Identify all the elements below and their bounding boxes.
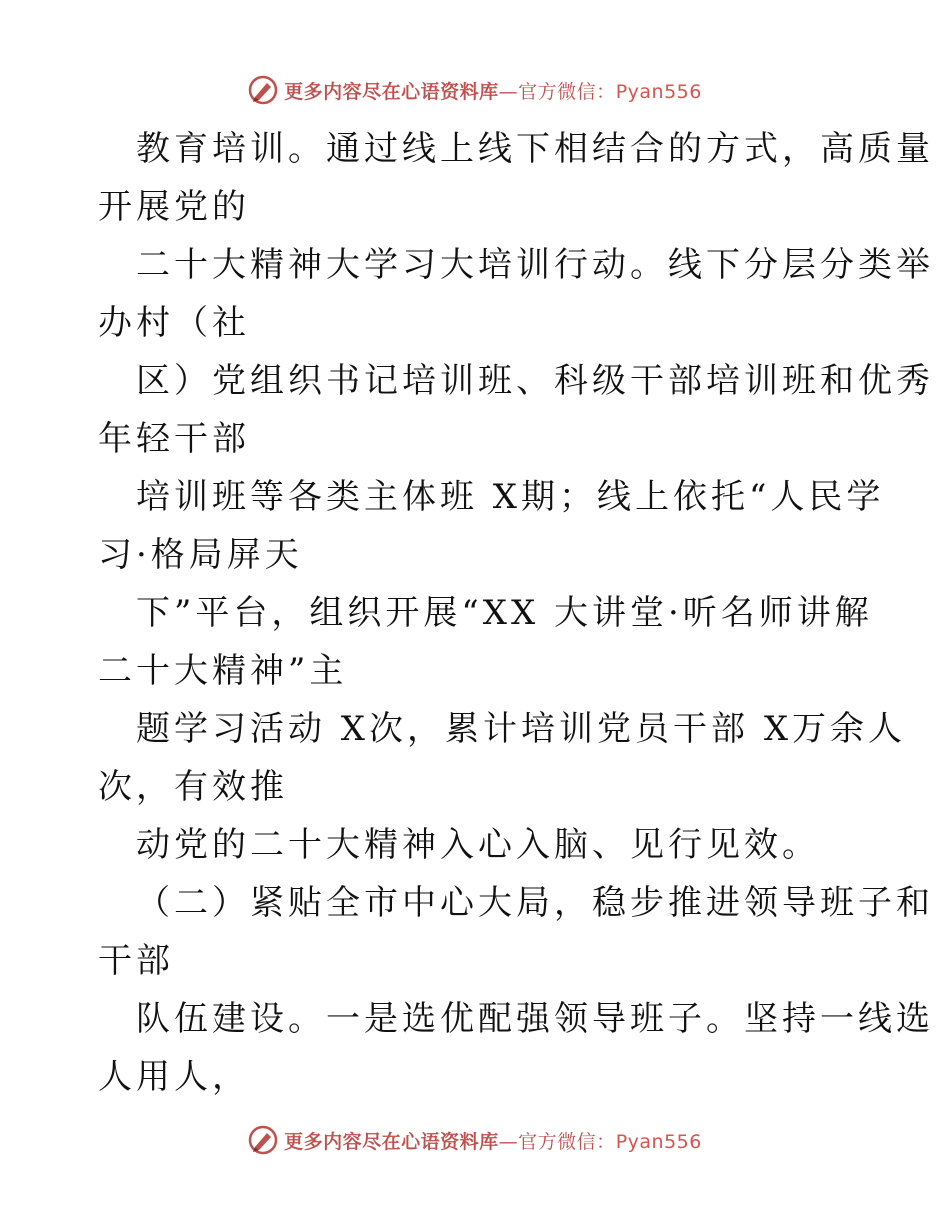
body-line: 二十大精神大学习大培训行动。线下分层分类举 xyxy=(136,245,934,285)
footer-dash: — xyxy=(498,1130,519,1153)
body-line: 次，有效推 xyxy=(98,767,288,807)
body-line: 题学习活动 X次，累计培训党员干部 X万余人 xyxy=(136,709,907,749)
footer-banner-text xyxy=(284,1127,702,1154)
header-banner-text xyxy=(284,77,702,104)
body-line: 人用人， xyxy=(98,1057,250,1097)
body-line: 区）党组织书记培训班、科级干部培训班和优秀 xyxy=(136,361,934,401)
footer-site-name: 更多内容尽在心语资料库 xyxy=(284,1130,499,1153)
body-line: 动党的二十大精神入心入脑、见行见效。 xyxy=(136,825,820,865)
header-banner xyxy=(0,70,950,110)
body-line: 开展党的 xyxy=(98,187,250,227)
body-line: 队伍建设。一是选优配强领导班子。坚持一线选 xyxy=(136,999,934,1039)
header-dash: — xyxy=(498,80,519,103)
pen-logo-icon xyxy=(248,1125,278,1155)
header-wechat-id: Pyan556 xyxy=(615,80,702,103)
body-line: 习·格局屏天 xyxy=(98,535,303,575)
pen-logo-icon xyxy=(248,75,278,105)
footer-wechat-label: 官方微信： xyxy=(518,1130,616,1153)
footer-wechat-id: Pyan556 xyxy=(615,1130,702,1153)
header-site-name: 更多内容尽在心语资料库 xyxy=(284,80,499,103)
header-wechat-label: 官方微信： xyxy=(518,80,616,103)
body-line: 年轻干部 xyxy=(98,419,250,459)
body-line: 二十大精神”主 xyxy=(98,651,348,691)
body-line: 教育培训。通过线上线下相结合的方式，高质量 xyxy=(136,129,934,169)
body-line: 培训班等各类主体班 X期；线上依托“人民学 xyxy=(136,477,885,517)
body-line: 办村（社 xyxy=(98,303,250,343)
body-line: 干部 xyxy=(98,941,174,981)
body-line: （二）紧贴全市中心大局，稳步推进领导班子和 xyxy=(136,883,934,923)
footer-banner xyxy=(0,1120,950,1160)
body-line: 下”平台，组织开展“XX 大讲堂·听名师讲解 xyxy=(136,593,873,633)
